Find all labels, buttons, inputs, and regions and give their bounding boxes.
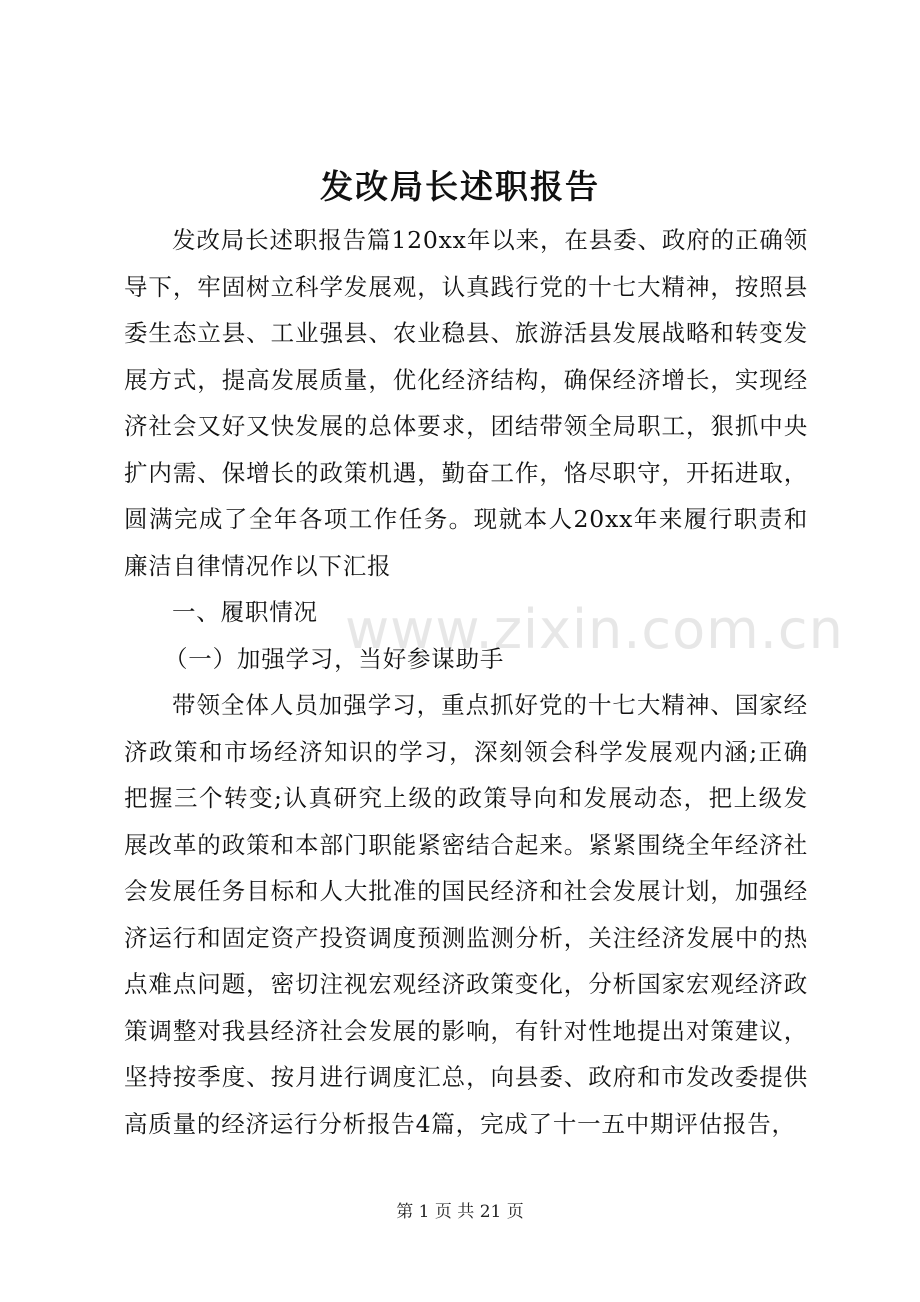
section-heading-performance: 一、履职情况: [172, 598, 318, 626]
paragraph-study: 带领全体人员加强学习，重点抓好党的十七大精神、国家经济政策和市场经济知识的学习，深刻领会科学发展观内涵;正确把握三个转变;认真研究上级的政策导向和发展动态，把上级发展改革的政策和本部门职能紧密结合起来。紧紧围绕全年经济社会发展任务目标和人大批准的国民经济和社会发展计划，加强经济运行和固定资产投资调度预测监测分析，关注经济发展中的热点难点问题，密切注视宏观经济政策变化，分析国家宏观经济政策调整对我县经济社会发展的影响，有针对性地提出对策建议，坚持按季度、按月进行调度汇总，向县委、政府和市发改委提供高质量的经济运行分析报告4篇，完成了十一五中期评估报告，: [124, 691, 808, 1138]
page-footer: 第 1 页 共 21 页: [396, 1202, 524, 1222]
document-title: 发改局长述职报告: [320, 167, 600, 206]
paragraph-intro: 发改局长述职报告篇120xx年以来，在县委、政府的正确领导下，牢固树立科学发展观，认真践行党的十七大精神，按照县委生态立县、工业强县、农业稳县、旅游活县发展战略和转变发展方式，提高发展质量，优化经济结构，确保经济增长，实现经济社会又好又快发展的总体要求，团结带领全局职工，狠抓中央扩内需、保增长的政策机遇，勤奋工作，恪尽职守，开拓进取，圆满完成了全年各项工作任务。现就本人20xx年来履行职责和廉洁自律情况作以下汇报: [124, 226, 808, 580]
subsection-heading-study: （一）加强学习，当好参谋助手: [164, 644, 505, 673]
document-body: [124, 217, 808, 1147]
watermark: www.zixin.com.cn: [345, 598, 844, 661]
